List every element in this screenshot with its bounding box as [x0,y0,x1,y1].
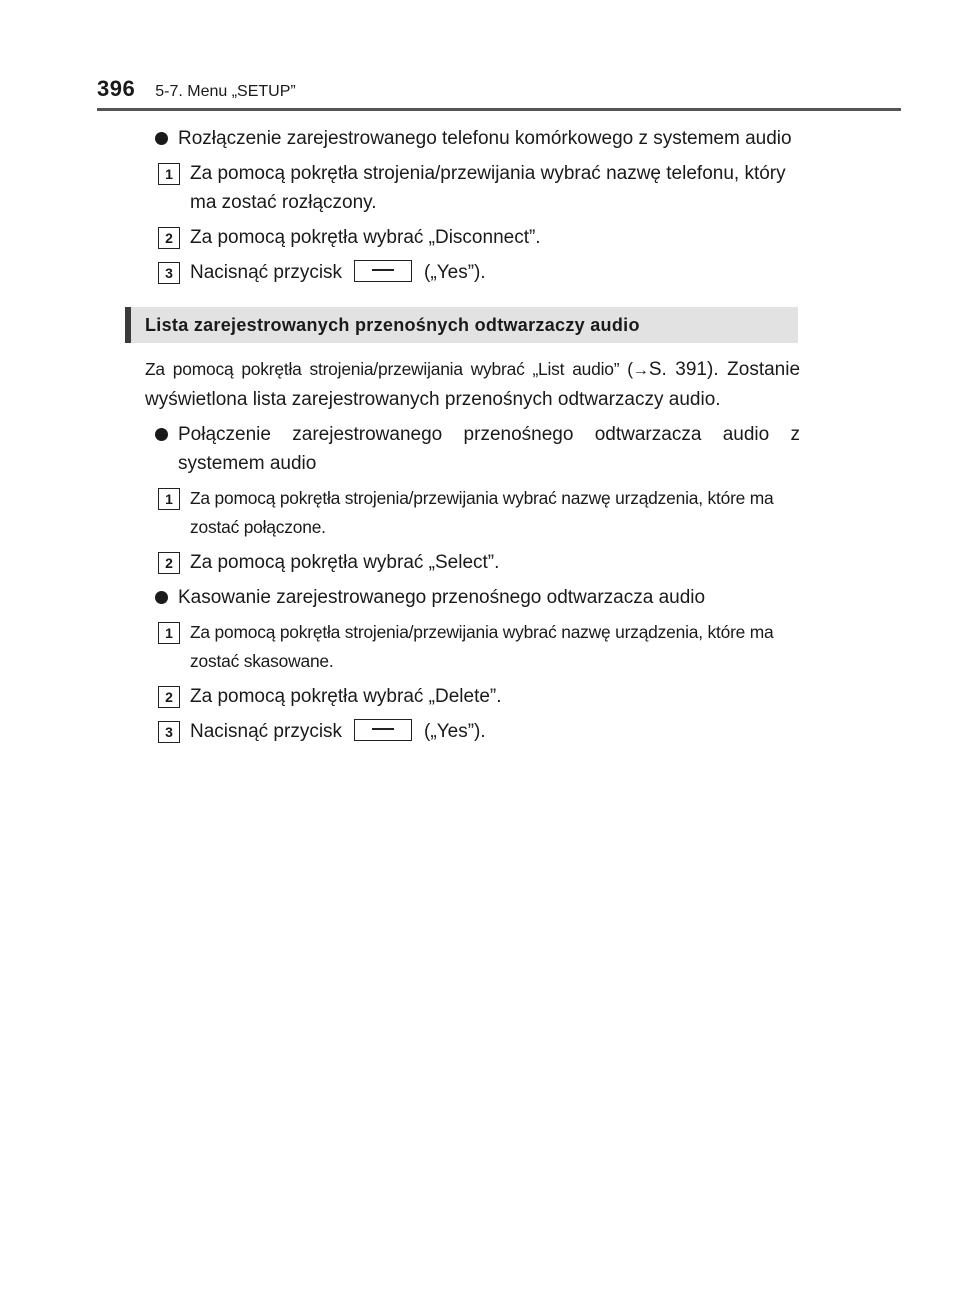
step-item [158,717,800,746]
step-item [158,484,800,542]
header-divider [97,108,901,111]
step-text: Za pomocą pokrętła wybrać „Select”. [190,552,500,573]
step-number-badge: 1 [158,163,180,185]
step-text-after: („Yes”). [424,721,486,742]
step-list [158,618,800,746]
page-number: 396 [97,76,136,101]
intro-lead: Za pomocą pokrętła strojenia/przewijania wybrać „List audio” ( [145,359,633,379]
section-header [125,307,798,343]
step-text: Za pomocą pokrętła strojenia/przewijania wybrać nazwę urządzenia, które ma zostać połączone. [190,488,774,537]
step-number-badge: 2 [158,686,180,708]
bullet-dot-icon [155,428,168,441]
bullet-dot-icon [155,132,168,145]
step-item [158,159,800,217]
page-content [145,118,800,746]
step-number-badge: 1 [158,622,180,644]
step-number-badge: 1 [158,488,180,510]
step-text: Za pomocą pokrętła wybrać „Delete”. [190,686,502,707]
arrow-right-icon: → [632,362,649,379]
section-title: Lista zarejestrowanych przenośnych odtwarzaczy audio [145,314,640,335]
step-list [158,159,800,287]
page-header [97,76,296,106]
step-text-before: Nacisnąć przycisk [190,262,343,283]
bullet-text: Rozłączenie zarejestrowanego telefonu komórkowego z systemem audio [178,128,792,149]
bullet-item [145,583,800,612]
step-number-badge: 3 [158,721,180,743]
step-item [158,258,800,287]
step-list [158,484,800,577]
bullet-item [145,420,800,478]
step-item [158,223,800,252]
step-text-after: („Yes”). [424,262,486,283]
step-text: Za pomocą pokrętła wybrać „Disconnect”. [190,227,541,248]
step-item [158,682,800,711]
chapter-title: 5-7. Menu „SETUP” [155,83,296,100]
step-text [190,258,800,287]
bullet-text: Połączenie zarejestrowanego przenośnego odtwarzacza audio z systemem audio [178,424,800,474]
intro-rest: Zostanie wyświetlona lista zarejestrowanych przenośnych odtwarzaczy audio. [145,359,801,410]
bullet-item [145,124,800,153]
intro-paragraph [145,355,800,414]
step-number-badge: 2 [158,227,180,249]
step-text-before: Nacisnąć przycisk [190,721,343,742]
page-reference: S. 391). [648,359,719,380]
bullet-dot-icon [155,591,168,604]
bullet-text: Kasowanie zarejestrowanego przenośnego odtwarzacza audio [178,587,706,608]
step-number-badge: 2 [158,552,180,574]
step-text: Za pomocą pokrętła strojenia/przewijania wybrać nazwę telefonu, który ma zostać rozłączony. [190,163,786,213]
step-text: Za pomocą pokrętła strojenia/przewijania wybrać nazwę urządzenia, które ma zostać skasowane. [190,622,774,671]
step-item [158,548,800,577]
step-item [158,618,800,676]
step-text [190,717,800,746]
button-symbol-icon [354,260,412,282]
button-symbol-icon [354,719,412,741]
step-number-badge: 3 [158,262,180,284]
